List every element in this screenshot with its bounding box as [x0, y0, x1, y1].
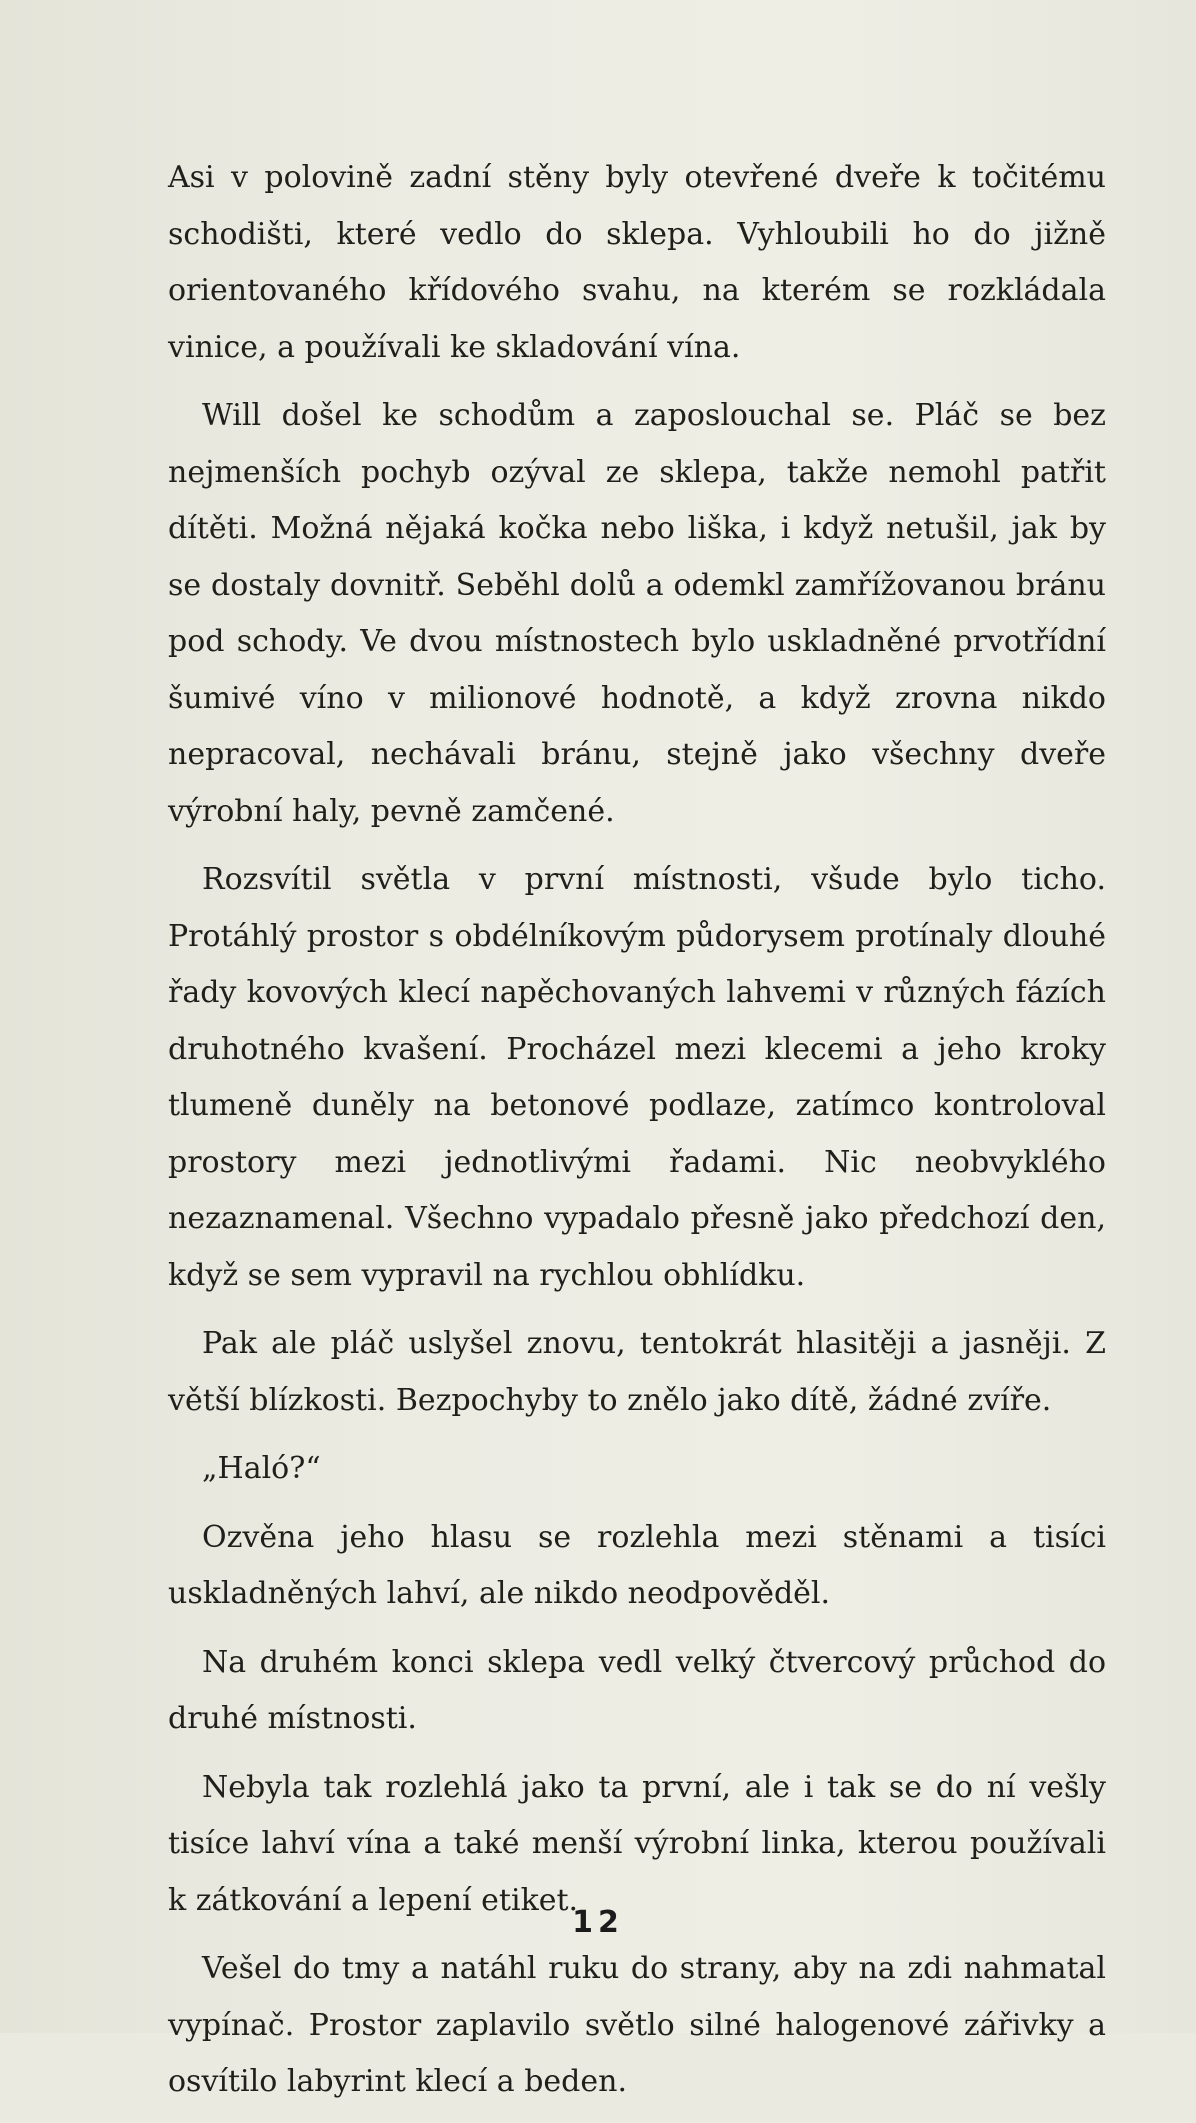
page-number: 12: [572, 1905, 624, 1940]
paragraph-4: Pak ale pláč uslyšel znovu, tentokrát hlasitěji a jasněji. Z větší blízkosti. Bezpochyby to znělo jako dítě, žádné zvíře.: [168, 1326, 1106, 1418]
paragraph-6: Ozvěna jeho hlasu se rozlehla mezi stěnami a tisíci uskladněných lahví, ale nikdo neodpověděl.: [168, 1519, 1106, 1611]
body-text: [168, 150, 1106, 2123]
paragraph-7: Na druhém konci sklepa vedl velký čtvercový průchod do druhé místnosti.: [168, 1644, 1106, 1736]
paragraph-1: Asi v polovině zadní stěny byly otevřené dveře k točitému schodišti, které vedlo do sklepa. Vyhloubili ho do jižně orientovaného křídového svahu, na kterém se rozkládala vinice, a používali ke skladování vína.: [168, 160, 1106, 365]
paragraph-8: Nebyla tak rozlehlá jako ta první, ale i tak se do ní vešly tisíce lahví vína a také menší výrobní linka, kterou používali k zátkování a lepení etiket.: [168, 1769, 1106, 1918]
paragraph-9: Vešel do tmy a natáhl ruku do strany, aby na zdi nahmatal vypínač. Prostor zaplavilo světlo silné halogenové zářivky a osvítilo labyrint klecí a beden.: [168, 1951, 1106, 2099]
paragraph-2: Will došel ke schodům a zaposlouchal se. Pláč se bez nejmenších pochyb ozýval ze sklepa, takže nemohl patřit dítěti. Možná nějaká kočka nebo liška, i když netušil, jak by se dostaly dovnitř. Seběhl dolů a odemkl zamřížovanou bránu pod schody. Ve dvou místnostech bylo uskladněné prvotřídní šumivé víno v milionové hodnotě, a když zrovna nikdo nepracoval, nechávali bránu, stejně jako všechny dveře výrobní haly, pevně zamčené.: [168, 398, 1106, 829]
paragraph-5: „Haló?“: [202, 1451, 321, 1486]
paragraph-3: Rozsvítil světla v první místnosti, všude bylo ticho. Protáhlý prostor s obdélníkovým půdorysem protínaly dlouhé řady kovových klecí napěchovaných lahvemi v různých fázích druhotného kvašení. Procházel mezi klecemi a jeho kroky tlumeně duněly na betonové podlaze, zatímco kontroloval prostory mezi jednotlivými řadami. Nic neobvyklého nezaznamenal. Všechno vypadalo přesně jako předchozí den, když se sem vypravil na rychlou obhlídku.: [168, 862, 1106, 1293]
